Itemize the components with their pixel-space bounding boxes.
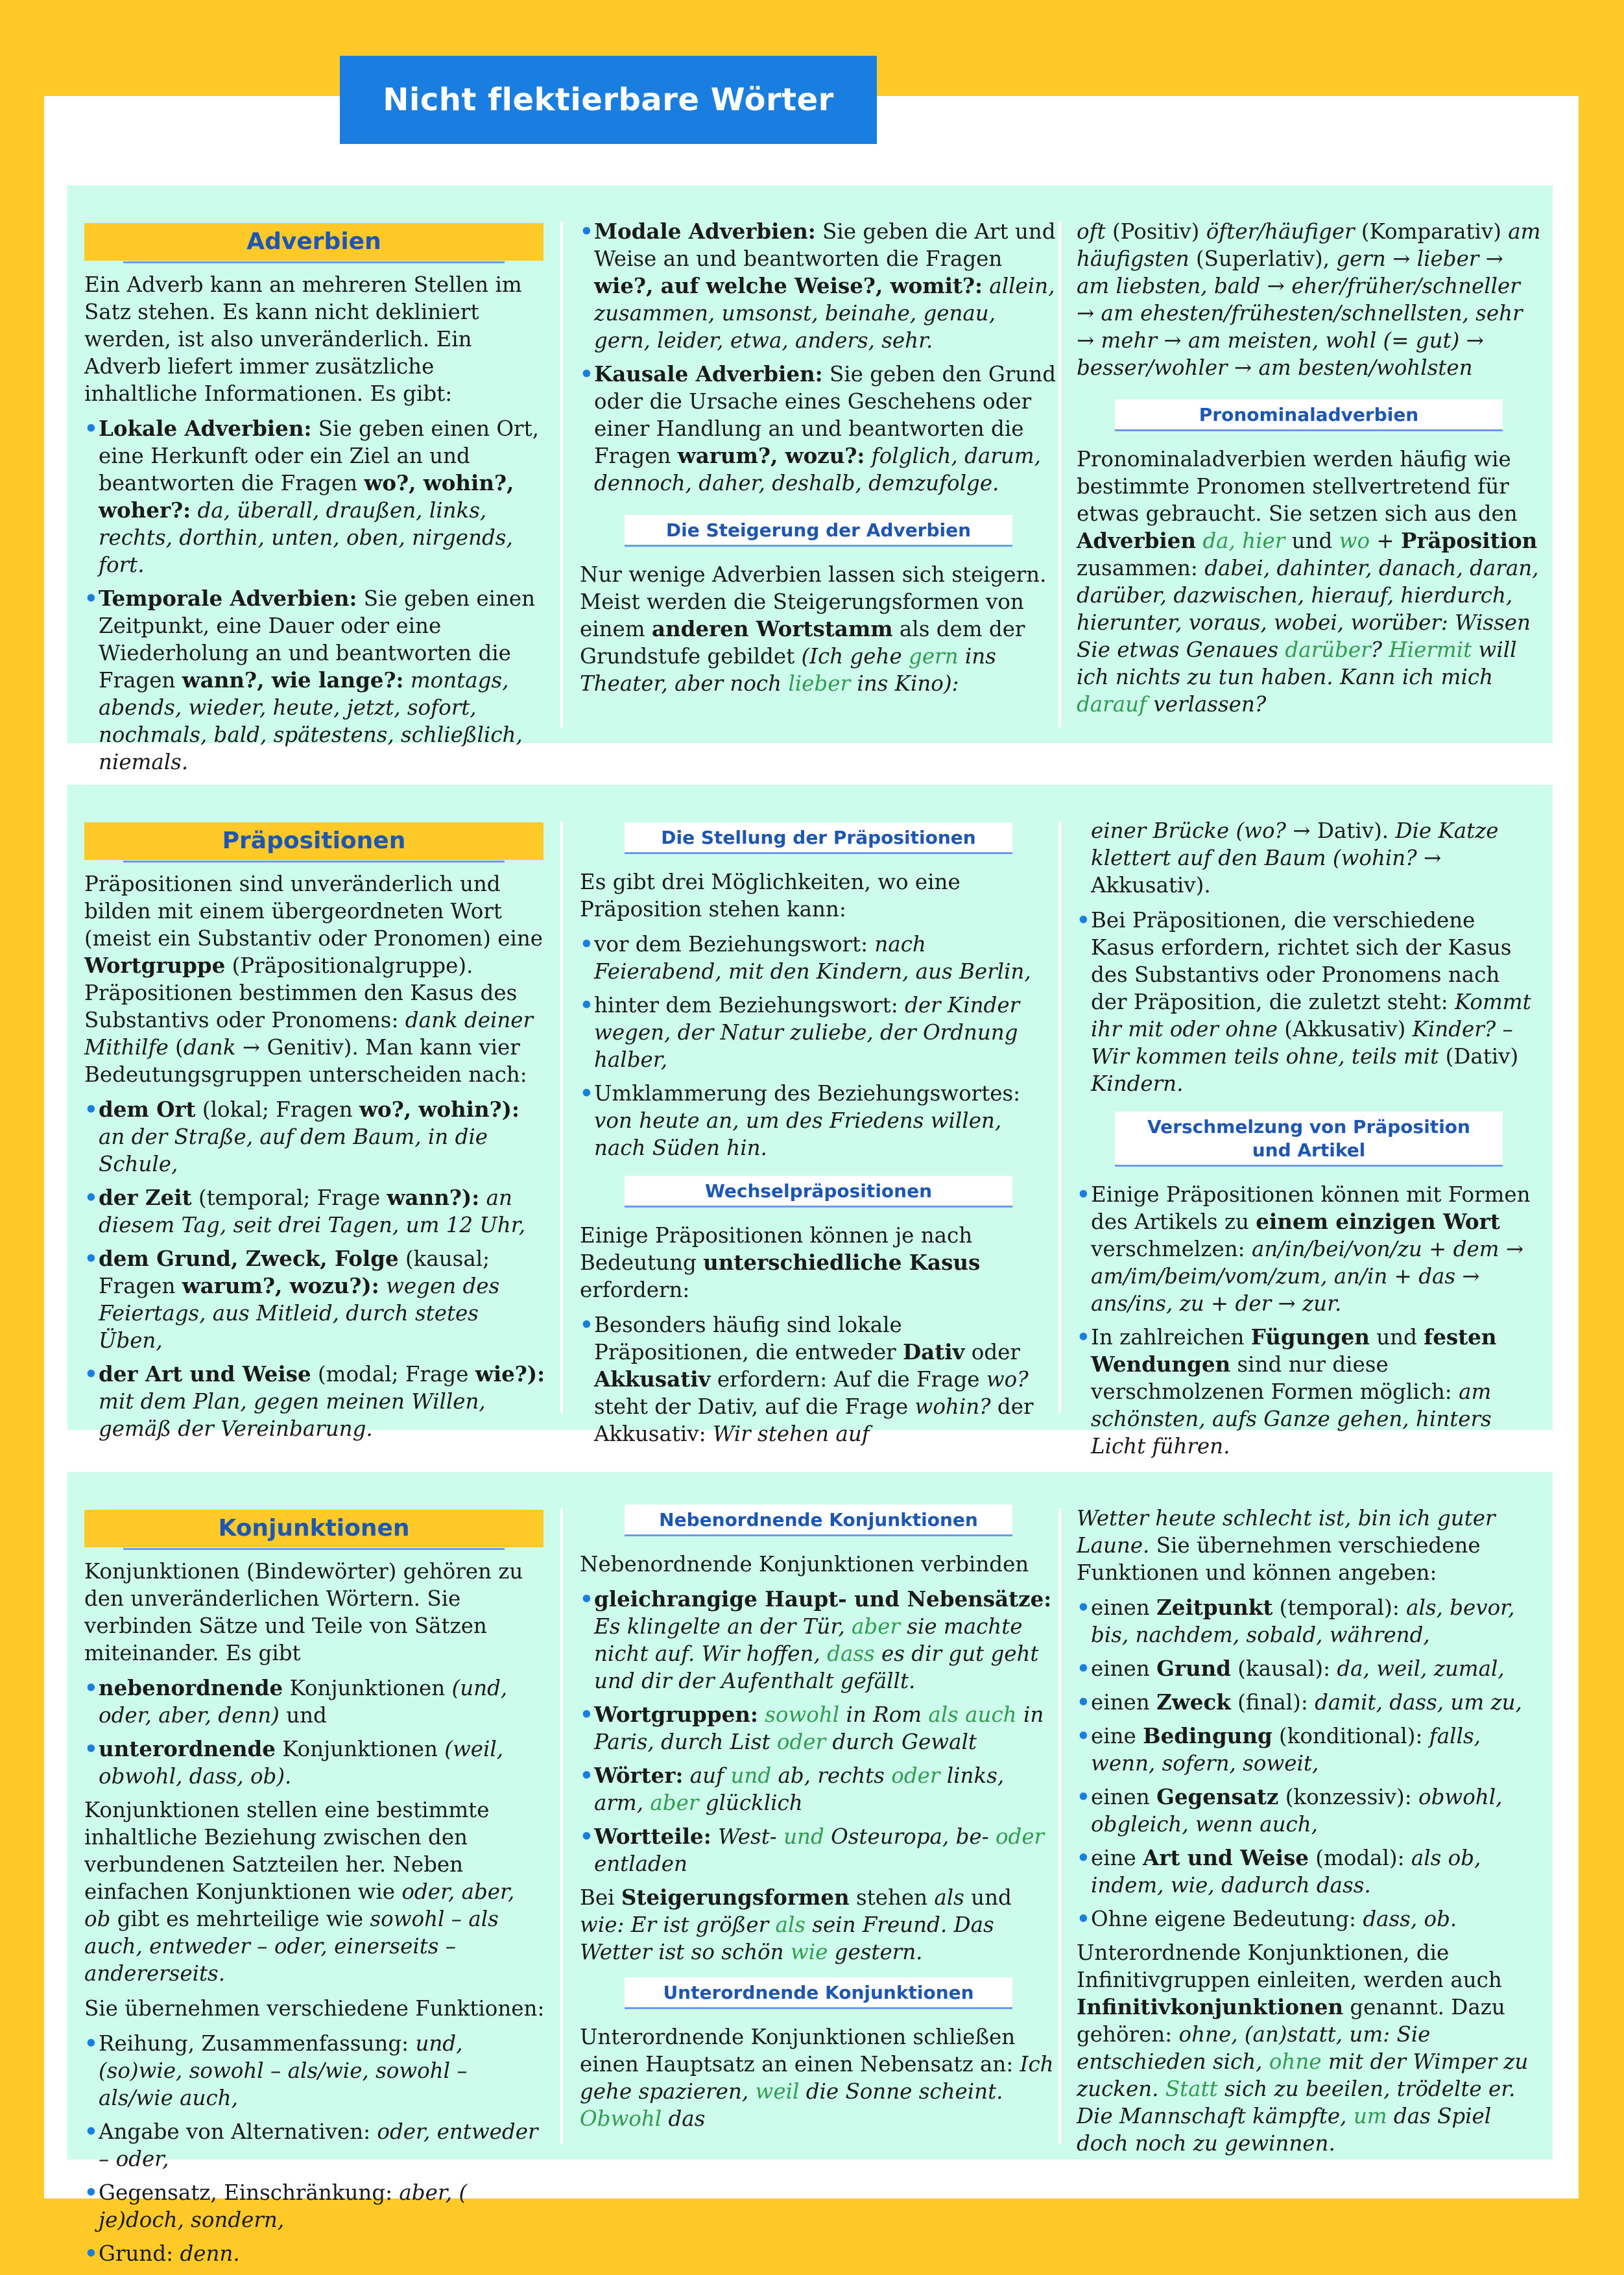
unterordnend-continuation: Wetter heute schlecht ist, bin ich guter Laune. Sie übernehmen verschiedene Funktionen und können angeben: (1077, 1506, 1496, 1585)
list-item: • Umklammerung des Beziehungswortes: von heute an, um des Friedens willen, nach Süden hin. (580, 1080, 1057, 1161)
infinitiv-text: Unterordnende Konjunktionen, die Infinitivgruppen einleiten, werden auch Infinitivkonjunktionen genannt. Dazu gehören: ohne, (an)statt, um: Sie entschieden sich, ohne mit der Wimper zu zucken. Statt sich zu beeilen, trödelte er. Die Mannschaft kämpfte, um das Spiel doch noch zu gewinnen. (1077, 1940, 1529, 2156)
konjunktionen-types (84, 1674, 546, 1790)
nebenordnend-intro: Nebenordnende Konjunktionen verbinden (580, 1552, 1029, 1577)
praepositionen-intro: Präpositionen sind unveränderlich und bilden mit einem übergeordneten Wort (meist ein Substantiv oder Pronomen) eine Wortgruppe (Präpositionalgruppe). Präpositionen bestimmen den Kasus des Substantivs oder Pronomens: dank deiner Mithilfe (dank → Genitiv). Man kann vier Bedeutungsgruppen unterscheiden nach: (84, 872, 543, 1087)
list-item: • unterordnende Konjunktionen (weil, obwohl, dass, ob). (84, 1735, 546, 1790)
praepositionen-column-2 (580, 822, 1057, 1446)
list-item: • Modale Adverbien: Sie geben die Art und Weise an und beantworten die Fragen wie?, auf welche Weise?, womit?: allein, zusammen, umsonst, beinahe, genau, gern, leider, etwa, anders, sehr. (580, 218, 1057, 354)
list-item: • eine Art und Weise (modal): als ob, indem, wie, dadurch dass. (1077, 1844, 1541, 1899)
praepositionen-column-1 (84, 822, 546, 1441)
list-item: • hinter dem Beziehungswort: der Kinder wegen, der Natur zuliebe, der Ordnung halber, (580, 992, 1057, 1073)
wechsel-heading: Wechselpräpositionen (625, 1176, 1012, 1208)
list-item: • In zahlreichen Fügungen und festen Wendungen sind nur diese verschmolzenen Formen möglich: am schönsten, aufs Ganze gehen, hinters Licht führen. (1077, 1324, 1541, 1460)
konjunktionen-column-3 (1077, 1505, 1541, 2160)
wechsel-continuation: einer Brücke (wo? → Dativ). Die Katze klettert auf den Baum (wohin? → Akkusativ). (1091, 818, 1499, 898)
adverbien-column-1 (84, 223, 546, 774)
list-item: • Reihung, Zusammenfassung: und, (so)wie, sowohl – als/wie, sowohl – als/wie auch, (84, 2030, 546, 2112)
list-item: • Kausale Adverbien: Sie geben den Grund oder die Ursache eines Geschehens oder einer Handlung an und beantworten die Fragen warum?, wozu?: folglich, darum, dennoch, daher, deshalb, demzufolge. (580, 361, 1057, 497)
list-item: • Wörter: auf und ab, rechts oder links, arm, aber glücklich (580, 1762, 1057, 1816)
unterordnend-funktionen (1077, 1594, 1541, 1933)
unterordnend-heading: Unterordnende Konjunktionen (625, 1977, 1012, 2009)
list-item: • Angabe von Alternativen: oder, entweder – oder, (84, 2118, 546, 2173)
steigerung-heading: Die Steigerung der Adverbien (625, 515, 1012, 547)
stellung-intro: Es gibt drei Möglichkeiten, wo eine Präposition stehen kann: (580, 870, 961, 922)
list-item: • einen Grund (kausal): da, weil, zumal, (1077, 1655, 1541, 1682)
list-item: • Einige Präpositionen können mit Formen des Artikels zu einem einzigen Wort verschmelzen: an/in/bei/von/zu + dem → am/im/beim/vom/zum, an/in + das → ans/ins, zu + der → zur. (1077, 1181, 1541, 1317)
list-item: • einen Zeitpunkt (temporal): als, bevor, bis, nachdem, sobald, während, (1077, 1594, 1541, 1649)
kasus-list (1077, 907, 1541, 1097)
steigerung-text: Nur wenige Adverbien lassen sich steigern. Meist werden die Steigerungsformen von einem anderen Wortstamm als dem der Grundstufe gebildet (Ich gehe gern ins Theater, aber noch lieber ins Kino): (580, 562, 1047, 696)
konjunktionen-column-2 (580, 1505, 1057, 2160)
adverbien-column-2 (580, 218, 1057, 743)
steigerungsformen-text: Bei Steigerungsformen stehen als und wie: Er ist größer als sein Freund. Das Wetter ist so schön wie gestern. (580, 1885, 1012, 1964)
steigerung-forms: oft (Positiv) öfter/häufiger (Komparativ) am häufigsten (Superlativ), gern → lieber → am liebsten, bald → eher/früher/schneller → am ehesten/frühesten/schnellsten, sehr → mehr → am meisten, wohl (= gut) → besser/wohler → am besten/wohlsten (1077, 219, 1541, 380)
konjunktionen-intro: Konjunktionen (Bindewörter) gehören zu den unveränderlichen Wörtern. Sie verbinden Sätze und Teile von Sätzen miteinander. Es gibt (84, 1559, 523, 1665)
nebenordnend-list (580, 1586, 1057, 1877)
list-item: • gleichrangige Haupt- und Nebensätze: Es klingelte an der Tür, aber sie machte nicht auf. Wir hoffen, dass es dir gut geht und dir der Aufenthalt gefällt. (580, 1586, 1057, 1695)
list-item: • einen Zweck (final): damit, dass, um zu, (1077, 1689, 1541, 1716)
list-item: • der Zeit (temporal; Frage wann?): an diesem Tag, seit drei Tagen, um 12 Uhr, (84, 1184, 546, 1239)
list-item: • Gegensatz, Einschränkung: aber, ( je)doch, sondern, (84, 2179, 546, 2233)
nebenordnend-heading: Nebenordnende Konjunktionen (625, 1505, 1012, 1536)
unterordnend-intro: Unterordnende Konjunktionen schließen einen Hauptsatz an einen Nebensatz an: Ich gehe spazieren, weil die Sonne scheint. Obwohl das (580, 2025, 1054, 2131)
stellung-list (580, 931, 1057, 1161)
wechsel-intro: Einige Präpositionen können je nach Bedeutung unterschiedliche Kasus erfordern: (580, 1223, 981, 1302)
verschmelzung-list (1077, 1181, 1541, 1460)
page-title: Nicht flektierbare Wörter (340, 56, 877, 144)
column-divider (560, 1508, 563, 2144)
verschmelzung-heading: Verschmelzung von Präposition und Artikel (1115, 1112, 1503, 1167)
wechsel-list (580, 1311, 1057, 1447)
funktionen-list (84, 2030, 546, 2267)
list-item: • Grund: denn. (84, 2240, 546, 2267)
adverbien-list-2 (580, 218, 1057, 497)
pronominal-text: Pronominaladverbien werden häufig wie bestimmte Pronomen stellvertretend für etwas gebraucht. Sie setzen sich aus den Adverbien da, hier und wo + Präposition zusammen: dabei, dahinter, danach, daran, darüber, dazwischen, hierauf, hierdurch, hierunter, voraus, wobei, worüber: Wissen Sie etwas Genaues darüber? Hiermit will ich nichts zu tun haben. Kann ich mich darauf verlassen? (1077, 447, 1539, 717)
list-item: • Ohne eigene Bedeutung: dass, ob. (1077, 1905, 1541, 1933)
list-item: • dem Ort (lokal; Fragen wo?, wohin?): an der Straße, auf dem Baum, in die Schule, (84, 1096, 546, 1178)
adverbien-list (84, 415, 546, 776)
konjunktionen-column-1 (84, 1510, 546, 2266)
konjunktionen-panel (67, 1472, 1553, 2266)
column-divider (1058, 1508, 1061, 2144)
column-divider (560, 222, 563, 728)
list-item: • Besonders häufig sind lokale Präpositionen, die entweder Dativ oder Akkusativ erfordern: Auf die Frage wo? steht der Dativ, auf die Frage wohin? der Akkusativ: Wir stehen auf (580, 1311, 1057, 1447)
list-item: • Temporale Adverbien: Sie geben einen Zeitpunkt, eine Dauer oder eine Wiederholung an und beantworten die Fragen wann?, wie lange?: montags, abends, wieder, heute, jetzt, sofort, nochmals, bald, spätestens, schließlich, niemals. (84, 585, 546, 776)
list-item: • dem Grund, Zweck, Folge (kausal; Fragen warum?, wozu?): wegen des Feiertags, aus Mitleid, durch stetes Üben, (84, 1245, 546, 1354)
pronominal-heading: Pronominaladverbien (1115, 399, 1503, 431)
list-item: • eine Bedingung (konditional): falls, wenn, sofern, soweit, (1077, 1722, 1541, 1777)
column-divider (1058, 821, 1061, 1414)
list-item: • der Art und Weise (modal; Frage wie?): mit dem Plan, gegen meinen Willen, gemäß der Vereinbarung. (84, 1361, 546, 1442)
konjunktionen-heading: Konjunktionen (84, 1510, 543, 1547)
adverbien-panel (67, 185, 1553, 774)
list-item: • Lokale Adverbien: Sie geben einen Ort, eine Herkunft oder ein Ziel an und beantworten die Fragen wo?, wohin?, woher?: da, überall, draußen, links, rechts, dorthin, unten, oben, nirgends, fort. (84, 415, 546, 578)
list-item: • nebenordnende Konjunktionen (und, oder, aber, denn) und (84, 1674, 546, 1729)
funktionen-intro: Sie übernehmen verschiedene Funktionen: (84, 1996, 545, 2021)
stellung-heading: Die Stellung der Präpositionen (625, 822, 1012, 854)
column-divider (560, 821, 563, 1414)
adverbien-intro: Ein Adverb kann an mehreren Stellen im Satz stehen. Es kann nicht dekliniert werden, ist also unveränderlich. Ein Adverb liefert immer zusätzliche inhaltliche Informationen. Es gibt: (84, 272, 522, 406)
praepositionen-column-3 (1077, 817, 1541, 1459)
beziehung-text: Konjunktionen stellen eine bestimmte inhaltliche Beziehung zwischen den verbundenen Satzteilen her. Neben einfachen Konjunktionen wie oder, aber, ob gibt es mehrteilige wie sowohl – als auch, entweder – oder, einerseits – andererseits. (84, 1798, 515, 1986)
list-item: • Bei Präpositionen, die verschiedene Kasus erfordern, richtet sich der Kasus des Substantivs oder Pronomens nach der Präposition, die zuletzt steht: Kommt ihr mit oder ohne (Akkusativ) Kinder? – Wir kommen teils ohne, teils mit (Dativ) Kindern. (1077, 907, 1541, 1097)
list-item: • einen Gegensatz (konzessiv): obwohl, obgleich, wenn auch, (1077, 1783, 1541, 1838)
adverbien-column-3 (1077, 218, 1541, 743)
praepositionen-panel (67, 785, 1553, 1459)
list-item: • Wortgruppen: sowohl in Rom als auch in Paris, durch List oder durch Gewalt (580, 1701, 1057, 1756)
bedeutungsgruppen-list (84, 1096, 546, 1442)
list-item: • Wortteile: West- und Osteuropa, be- oder entladen (580, 1823, 1057, 1877)
column-divider (1058, 222, 1061, 728)
list-item: • vor dem Beziehungswort: nach Feierabend, mit den Kindern, aus Berlin, (580, 931, 1057, 985)
praepositionen-heading: Präpositionen (84, 822, 543, 860)
adverbien-heading: Adverbien (84, 223, 543, 261)
